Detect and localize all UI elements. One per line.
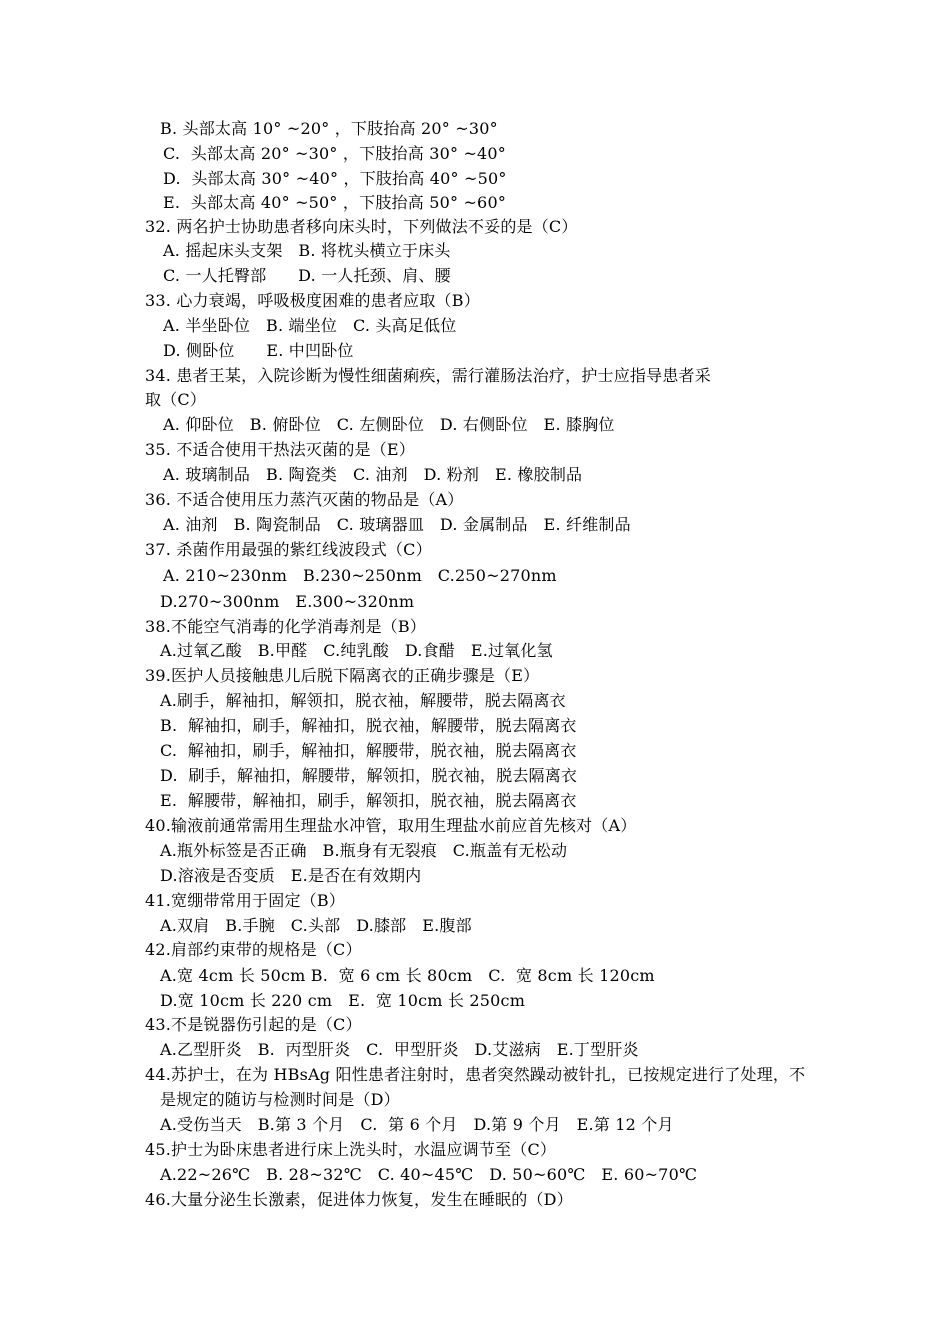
question-line: 33. 心力衰竭，呼吸极度困难的患者应取（B）	[145, 291, 480, 310]
question-line: 32. 两名护士协助患者移向床头时，下列做法不妥的是（C）	[145, 217, 578, 236]
question-line: 45.护士为卧床患者进行床上洗头时，水温应调节至（C）	[145, 1140, 557, 1159]
option-line: A.瓶外标签是否正确 B.瓶身有无裂痕 C.瓶盖有无松动	[160, 841, 568, 860]
option-line: A. 油剂 B. 陶瓷制品 C. 玻璃器皿 D. 金属制品 E. 纤维制品	[163, 515, 631, 534]
option-line: A. 210~230nm B.230~250nm C.250~270nm	[163, 566, 557, 585]
option-line: D. 头部太高 30° ~40° ，下肢抬高 40° ~50°	[163, 169, 507, 188]
question-line: 39.医护人员接触患儿后脱下隔离衣的正确步骤是（E）	[145, 666, 540, 685]
option-line: A. 仰卧位 B. 俯卧位 C. 左侧卧位 D. 右侧卧位 E. 膝胸位	[163, 415, 615, 434]
question-line: 36. 不适合使用压力蒸汽灭菌的物品是（A）	[145, 490, 464, 509]
option-line: A. 玻璃制品 B. 陶瓷类 C. 油剂 D. 粉剂 E. 橡胶制品	[163, 465, 583, 484]
question-line: 37. 杀菌作用最强的紫红线波段式（C）	[145, 540, 432, 559]
option-line: C. 头部太高 20° ~30° ，下肢抬高 30° ~40°	[163, 144, 507, 163]
option-line: A.过氧乙酸 B.甲醛 C.纯乳酸 D.食醋 E.过氧化氢	[160, 641, 553, 660]
option-line: E. 头部太高 40° ~50° ，下肢抬高 50° ~60°	[163, 193, 507, 212]
question-line: 38.不能空气消毒的化学消毒剂是（B）	[145, 617, 427, 636]
option-line: C. 一人托臀部 D. 一人托颈、肩、腰	[163, 266, 451, 285]
question-line: 42.肩部约束带的规格是（C）	[145, 940, 362, 959]
option-line: A.刷手，解袖扣，解领扣，脱衣袖，解腰带，脱去隔离衣	[160, 691, 566, 710]
option-line: D.宽 10cm 长 220 cm E. 宽 10cm 长 250cm	[160, 991, 526, 1010]
question-line: 34. 患者王某，入院诊断为慢性细菌痢疾，需行灌肠法治疗，护士应指导患者采	[145, 366, 711, 385]
question-line: 41.宽绷带常用于固定（B）	[145, 891, 346, 910]
option-line: E. 解腰带，解袖扣，刷手，解领扣，脱衣袖，脱去隔离衣	[160, 791, 577, 810]
option-line: D. 侧卧位 E. 中凹卧位	[163, 341, 354, 360]
option-line: D.溶液是否变质 E.是否在有效期内	[160, 866, 422, 885]
option-line: C. 解袖扣，刷手，解袖扣，解腰带，脱衣袖，脱去隔离衣	[160, 741, 577, 760]
option-line: B. 解袖扣，刷手，解袖扣，脱衣袖，解腰带，脱去隔离衣	[160, 716, 577, 735]
option-line: A.乙型肝炎 B. 丙型肝炎 C. 甲型肝炎 D.艾滋病 E.丁型肝炎	[160, 1040, 639, 1059]
question-line: 40.输液前通常需用生理盐水冲管，取用生理盐水前应首先核对（A）	[145, 816, 637, 835]
question-line: 46.大量分泌生长激素，促进体力恢复，发生在睡眠的（D）	[145, 1190, 573, 1209]
option-line: 是规定的随访与检测时间是（D）	[160, 1090, 400, 1109]
question-line: 43.不是锐器伤引起的是（C）	[145, 1015, 362, 1034]
question-line: 44.苏护士，在为 HBsAg 阳性患者注射时，患者突然躁动被针扎，已按规定进行了处理，不	[145, 1065, 806, 1084]
option-line: D.270~300nm E.300~320nm	[160, 592, 415, 611]
question-line: 取（C）	[145, 390, 207, 409]
option-line: A.22~26℃ B. 28~32℃ C. 40~45℃ D. 50~60℃ E. 60~70℃	[160, 1165, 698, 1184]
option-line: A.双肩 B.手腕 C.头部 D.膝部 E.腹部	[160, 916, 472, 935]
question-line: 35. 不适合使用干热法灭菌的是（E）	[145, 440, 416, 459]
option-line: B. 头部太高 10° ~20° ，下肢抬高 20° ~30°	[160, 119, 498, 138]
option-line: A.宽 4cm 长 50cm B. 宽 6 cm 长 80cm C. 宽 8cm 长 120cm	[160, 966, 655, 985]
option-line: A.受伤当天 B.第 3 个月 C. 第 6 个月 D.第 9 个月 E.第 12 个月	[160, 1115, 674, 1134]
option-line: A. 摇起床头支架 B. 将枕头横立于床头	[163, 241, 451, 260]
option-line: A. 半坐卧位 B. 端坐位 C. 头高足低位	[163, 316, 457, 335]
option-line: D. 刷手，解袖扣，解腰带，解领扣，脱衣袖，脱去隔离衣	[160, 766, 578, 785]
